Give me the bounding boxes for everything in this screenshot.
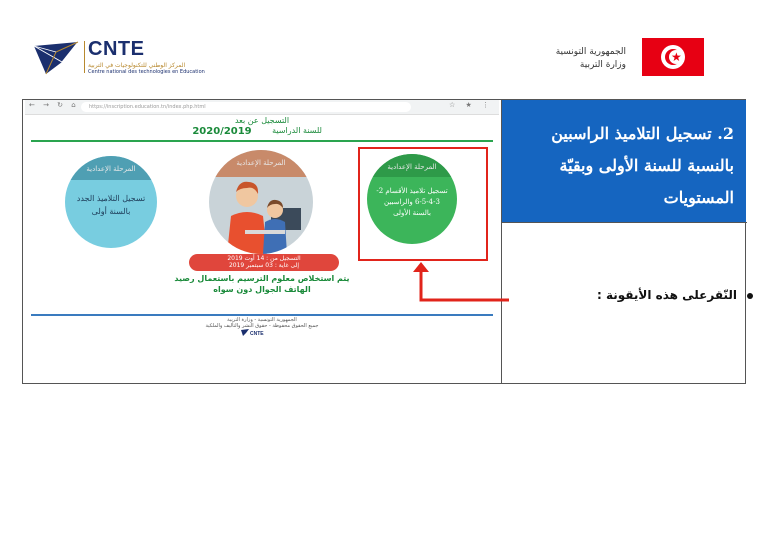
step-header <box>502 100 746 222</box>
illustration-circle <box>209 150 313 254</box>
cnte-logo <box>32 38 232 78</box>
stage-label: المرحلة الإعدادية <box>236 159 286 167</box>
logo-name: CNTE <box>88 38 145 60</box>
footer-logo-text: CNTE <box>250 331 264 337</box>
logo-separator <box>84 41 85 73</box>
date-end: إلى غاية : 03 سبتمبر 2019 <box>228 262 300 269</box>
circle-text: تسجيل التلاميذ الجدد بالسنة أولى <box>76 194 146 216</box>
step-text: تسجيل التلاميذ الراسبين بالنسبة للسنة الأولى وبقيّة المستويات <box>551 124 734 207</box>
footer-rule <box>31 314 493 316</box>
logo-subtitle-fr: Centre national des technologies en Education <box>88 69 205 75</box>
date-start: التسجيل من : 14 أوت 2019 <box>227 255 301 262</box>
title-rule <box>31 140 493 142</box>
logo-subtitle-ar: المركز الوطني للتكنولوجيات في التربية <box>88 62 186 69</box>
browser-actions: ☆ ★ ⋮ <box>448 101 493 109</box>
stage-label: المرحلة الإعدادية <box>387 163 437 171</box>
republic-label: الجمهورية التونسية <box>555 47 626 57</box>
footer-line2: جميع الحقوق محفوظة - حقوق النشر والتأليف والملكية <box>205 323 319 329</box>
footer-line1: الجمهورية التونسية - وزارة التربية <box>227 317 297 323</box>
highlight-frame <box>358 147 488 261</box>
step-number: 2. <box>717 124 734 143</box>
circle-text: تسجيل تلاميذ الأقسام 2-3-4-5-6 والراسبين بالسنة الأولى <box>376 187 448 217</box>
instruction-table <box>22 99 746 384</box>
tunisia-flag-icon: ★ <box>642 38 704 76</box>
browser-toolbar <box>25 100 499 115</box>
bullet-icon <box>747 293 753 299</box>
page-title: التسجيل عن بعد <box>234 116 290 125</box>
browser-url: https://inscription.education.tn/index.php.html <box>81 102 411 112</box>
payment-note-line2: الهاتف الجوال دون سواه <box>213 285 311 294</box>
ministry-header <box>544 38 704 78</box>
payment-note-line1: يتم استخلاص معلوم الترسيم باستعمال رصيد <box>174 274 350 283</box>
instruction-text: النّقرعلى هذه الأيقونة : <box>596 288 737 302</box>
registration-dates <box>189 254 339 271</box>
row-divider <box>502 222 747 223</box>
instruction-bullet <box>543 288 753 302</box>
step-title <box>514 118 734 214</box>
ministry-label: وزارة التربية <box>579 60 626 70</box>
new-students-circle[interactable] <box>65 156 157 248</box>
school-year: 2020/2019 <box>192 126 252 137</box>
stage-label: المرحلة الإعدادية <box>86 165 136 173</box>
browser-nav-icons: ← → ↻ ⌂ <box>29 101 79 109</box>
page-subtitle: للسنة الدراسية <box>272 126 322 135</box>
browser-screenshot <box>25 100 499 340</box>
cnte-emblem-icon <box>32 40 80 76</box>
parent-child-illustration-icon <box>209 150 313 254</box>
footer-logo-icon <box>241 329 265 337</box>
